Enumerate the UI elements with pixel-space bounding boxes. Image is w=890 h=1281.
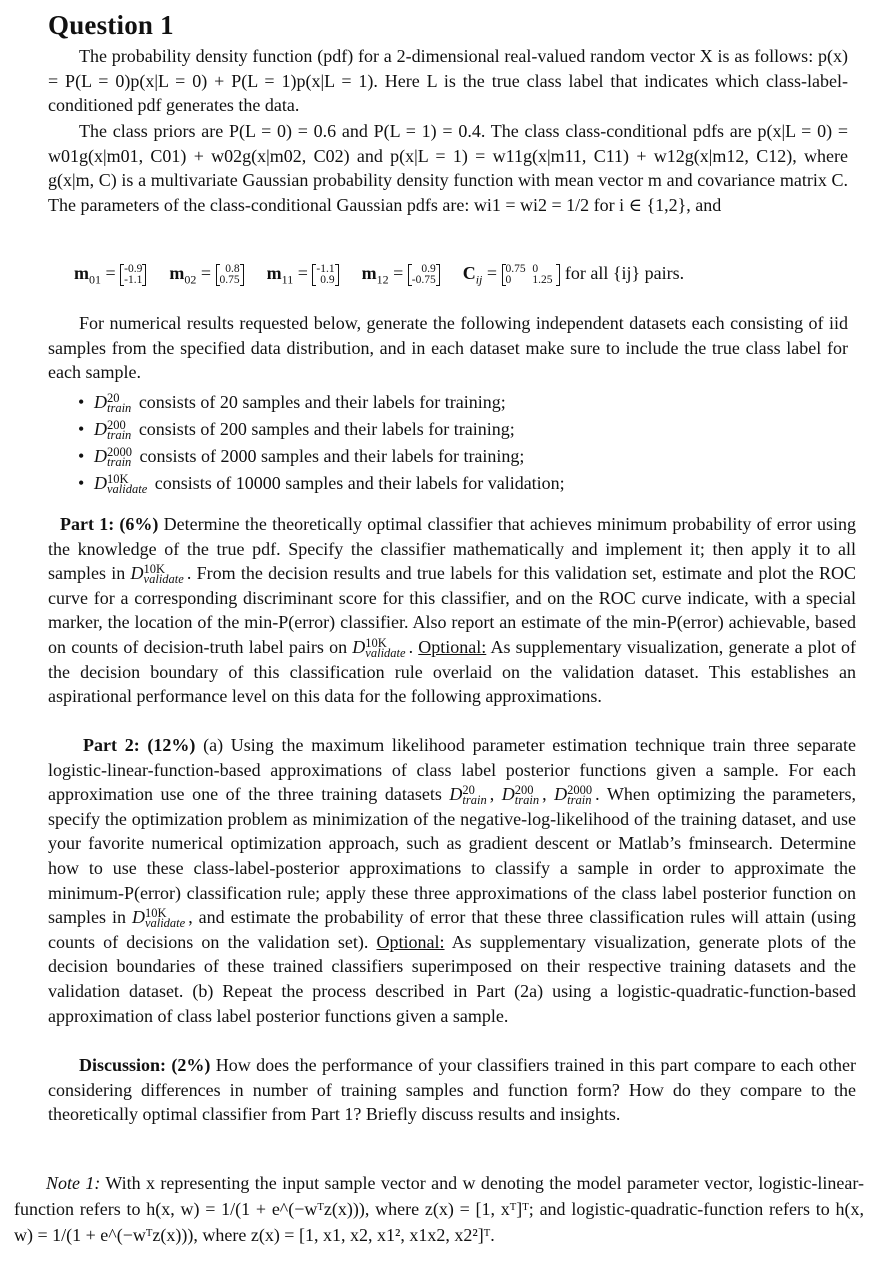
optional-label: Optional: [418, 636, 487, 657]
question-title: Question 1 [48, 10, 174, 40]
m11-vector: -1.1 0.9 [312, 264, 338, 286]
datasets-intro: For numerical results requested below, generate the following independent datasets each consisting of iid samples from the specified data distribution, and in each dataset make sure to include the true class label for each sample. [48, 313, 848, 383]
list-item: • D 200 train consists of 200 samples and their labels for training; [78, 418, 515, 442]
intro-text-2: The class priors are P(L = 0) = 0.6 and P(L = 1) = 0.4. The class class-conditional pdfs are p(x|L = 0) = w01g(x|m01, C01) + w02g(x|m02, C02) and p(x|L = 1) = w11g(x|m11, C11) + w12g(x|m12, C12), where g(x|m, C) is a multivariate Gaussian probability density function with mean vector m and covariance matrix C. The parameters of the class-conditional Gaussian pdfs are: wi1 = wi2 = 1/2 for i ∈ {1,2}, and [48, 121, 848, 215]
list-item: • D 20 train consists of 20 samples and their labels for training; [78, 391, 506, 415]
parameter-equation: $m_{01} = -0.9$ -1.1 $m_{02} = 0.8$ 0.75 $m_{11} = -1.1$ 0.9 $m_{12} = 0.9$ -0.75 $C_{ij} = 0.75$ 0 0 1.25 for all {ij} pairs. [74, 262, 685, 287]
parameter-trailer: for all {ij} pairs. [564, 263, 685, 283]
discussion-section: Discussion: (2%) How does the performance of your classifiers trained in this part compare to each other considering differences in number of training samples and function form? How do they compare to the theoretically optimal classifier from Part 1? Briefly discuss results and insights. [48, 1055, 856, 1125]
note-1 [14, 1170, 864, 1248]
list-item: • D 2000 train consists of 2000 samples and their labels for training; [78, 445, 525, 469]
intro-paragraph-2 [48, 119, 848, 217]
optional-label: Optional: [376, 931, 445, 952]
part-1-section: Part 1: (6%) Determine the theoretically optimal classifier that achieves minimum probability of error using the knowledge of the true pdf. Specify the classifier mathematically and implement it; then apply it to all samples in D 10K validate . From the decision results and true labels for this validation set, estimate and plot the ROC curve for a corresponding discriminant score for this classifier, and on the ROC curve indicate, with a special marker, the location of the min-P(error) classifier. Also report an estimate of the min-P(error) achievable, based on counts of decision-truth label pairs on D 10K validate . Optional: As supplementary visualization, generate a plot of the decision boundary of this classification rule overlaid on the validation dataset. This establishes an aspirational performance level on this data for the following approximations. [48, 514, 857, 707]
note-text: With x representing the input sample vector and w denoting the model parameter vector, logistic-linear-function refers to h(x, w) = 1/(1 + e^(−wᵀz(x))), where z(x) = [1, xᵀ]ᵀ; and logistic-quadratic-function refers to h(x, w) = 1/(1 + e^(−wᵀz(x))), where z(x) = [1, x1, x2, x1², x1x2, x2²]ᵀ. [14, 1173, 864, 1245]
discussion-label: Discussion: (2%) [79, 1055, 211, 1075]
intro-paragraph-1 [48, 44, 848, 118]
list-item: • D 10K validate consists of 10000 samples and their labels for validation; [78, 472, 565, 496]
part-2-section: Part 2: (12%) (a) Using the maximum likelihood parameter estimation technique train three separate logistic-linear-function-based approximations of class label posterior functions given a sample. For each approximation use one of the three training datasets D 20 train , D 200 train , D 2000 train . When optimizing the parameters, specify the optimization problem as minimization of the negative-log-likelihood of the training dataset, and use your favorite numerical optimization approach, such as gradient descent or Matlab’s fminsearch. Determine how to use these class-label-posterior approximations to classify a sample in order to approximate the minimum-P(error) classification rule; apply these three approximations of the class label posterior function on samples in D 10K validate , and estimate the probability of error that these three classification rules will attain (using counts of decisions on the validation set). Optional: As supplementary visualization, generate plots of the decision boundaries of these trained classifiers superimposed on their respective training datasets and the validation dataset. (b) Repeat the process described in Part (2a) using a logistic-quadratic-function-based approximation of class label posterior functions given a sample. [48, 735, 857, 1026]
covariance-matrix: 0.75 0 0 1.25 [502, 264, 561, 286]
part-2-label: Part 2: (12%) [83, 735, 196, 755]
m02-vector: 0.8 0.75 [216, 264, 244, 286]
m12-vector: 0.9 -0.75 [408, 264, 440, 286]
m01-vector: -0.9 -1.1 [120, 264, 146, 286]
dataset-list [78, 389, 565, 497]
part-1-label: Part 1: (6%) [60, 514, 159, 534]
intro-text-1: The probability density function (pdf) for a 2-dimensional real-valued random vector X is as follows: p(x) = P(L = 0)p(x|L = 0) + P(L = 1)p(x|L = 1). Here L is the true class label that indicates which class-label-conditioned pdf generates the data. [48, 46, 848, 116]
note-label: Note 1: [46, 1173, 101, 1193]
